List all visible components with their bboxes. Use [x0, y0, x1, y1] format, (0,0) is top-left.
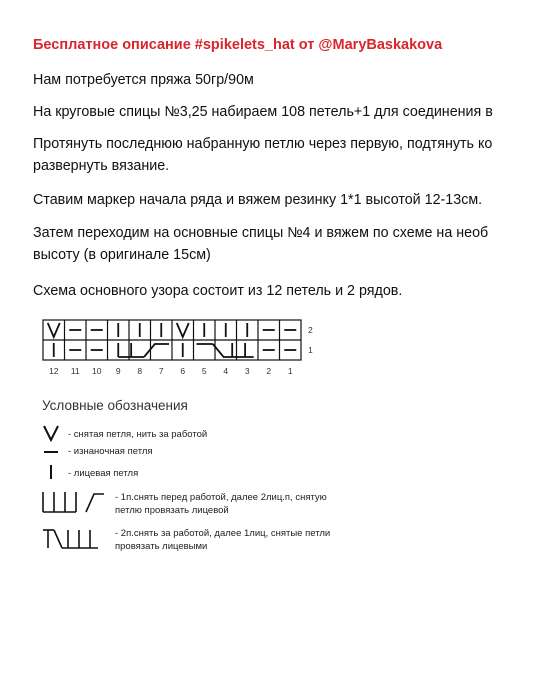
- join-instruction-line2: развернуть вязание.: [33, 158, 170, 174]
- column-label: 11: [70, 366, 80, 376]
- column-label: 2: [266, 366, 272, 376]
- row2-slipped-stitch: [48, 323, 60, 337]
- column-label: 10: [92, 366, 102, 376]
- pattern-scheme-description: Схема основного узора состоит из 12 петель и 2 рядов.: [33, 283, 403, 299]
- legend-left-cross-text-line1: - 1п.снять перед работой, далее 2лиц.п, снятую: [115, 492, 327, 503]
- purl-stitch-icon: [42, 446, 64, 458]
- row1-right-cross-cable: [197, 343, 254, 357]
- column-label: 6: [180, 366, 186, 376]
- right-cross-icon: [40, 526, 108, 552]
- pattern-title: Бесплатное описание #spikelets_hat от @MaryBaskakova: [33, 37, 443, 53]
- legend-right-cross-text-line1: - 2п.снять за работой, далее 1лиц, снятые петли: [115, 528, 331, 539]
- ribbing-instruction: Ставим маркер начала ряда и вяжем резинку 1*1 высотой 12-13см.: [33, 192, 483, 208]
- legend-slipped-stitch-text: - снятая петля, нить за работой: [68, 429, 208, 440]
- column-label: 1: [287, 366, 293, 376]
- chart-grid: [43, 320, 301, 360]
- main-needles-instruction-line2: высоту (в оригинале 15см): [33, 247, 211, 263]
- legend-left-cross-text-line2: петлю провязать лицевой: [115, 505, 229, 516]
- column-label: 8: [137, 366, 143, 376]
- row2-slipped-stitch: [177, 323, 189, 337]
- cast-on-instruction: На круговые спицы №3,25 набираем 108 петель+1 для соединения в: [33, 104, 493, 120]
- legend-right-cross-text-line2: провязать лицевыми: [115, 541, 208, 552]
- legend-title: Условные обозначения: [42, 398, 188, 413]
- legend-knit-stitch-text: - лицевая петля: [68, 468, 139, 479]
- main-needles-instruction-line1: Затем переходим на основные спицы №4 и вяжем по схеме на необ: [33, 225, 489, 241]
- column-label: 5: [201, 366, 207, 376]
- knitting-chart: [35, 316, 335, 378]
- legend-purl-stitch-text: - изнаночная петля: [68, 446, 153, 457]
- row1-left-cross-cable: [118, 343, 169, 357]
- column-labels: [49, 366, 293, 376]
- column-label: 3: [244, 366, 250, 376]
- slipped-stitch-icon: [42, 424, 64, 442]
- row-label-1: 1: [308, 345, 313, 355]
- column-label: 7: [158, 366, 164, 376]
- left-cross-icon: [40, 490, 108, 516]
- row-label-2: 2: [308, 325, 313, 335]
- join-instruction-line1: Протянуть последнюю набранную петлю через первую, подтянуть ко: [33, 136, 493, 152]
- column-label: 4: [223, 366, 229, 376]
- chart-row-1: [54, 343, 297, 357]
- knit-stitch-icon: [42, 463, 64, 481]
- yarn-requirement: Нам потребуется пряжа 50гр/90м: [33, 72, 254, 88]
- column-label: 12: [49, 366, 59, 376]
- column-label: 9: [115, 366, 121, 376]
